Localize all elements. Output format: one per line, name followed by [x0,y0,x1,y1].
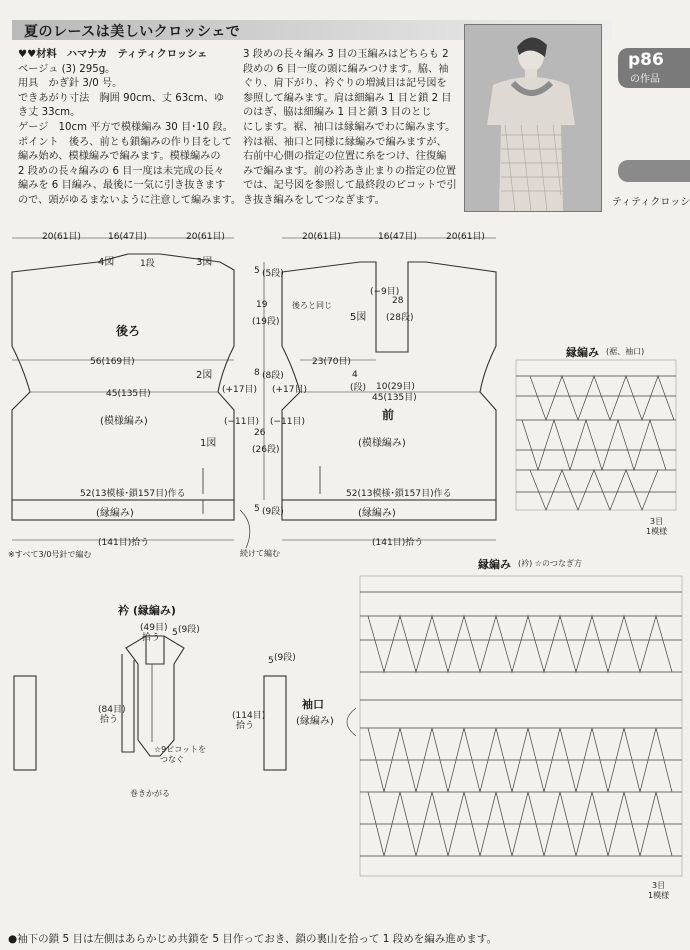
front-step-4: 4 [352,370,358,380]
edge-chart-collar [347,576,682,876]
tools-line: 用具 かぎ針 3/0 号。 [18,78,123,90]
collar-picot-note: ☆9ピコットを [154,745,207,754]
inc-right: (+17目) [272,385,308,395]
cuff-strip-right [264,676,286,770]
edge-chart-hem-repeat: 1模様 [646,527,668,536]
dec-right: (−11目) [270,417,306,427]
yarn-name: ティティクロッシ [612,197,690,208]
back-pickup: (141目)拾う [98,538,150,548]
point-line: ので、頭がゆるまないように注意して編みます。 [18,194,242,206]
front-width-23: 23(70目) [312,357,351,367]
front-piece-label: 前 [382,408,395,422]
size-line: き丈 33cm。 [18,107,81,119]
size-line: できあがり寸法 胸囲 90cm、丈 63cm、ゆ [18,92,225,104]
front-start-chain: 52(13模様･鎖157目)作る [346,489,452,499]
gauge-line: ゲージ 10cm 平方で模様編み 30 目･10 段。 [18,121,233,133]
dim-19-rows: (19段) [252,317,280,327]
edge-chart-hem-3: 3目 [650,517,664,526]
materials-line: ♥♥材料 ハマナカ ティティクロッシェ [18,49,208,60]
back-width-56: 56(169目) [90,357,135,367]
instruction-line: では、記号図を参照して最終段のピコットで引 [243,180,457,192]
back-fig3: 3図 [196,257,213,268]
cuff-pick-114-b: 拾う [236,721,255,731]
dim-5: 5 [254,266,260,276]
front-pickup: (141目)拾う [372,538,424,548]
collar-pick-49-b: 拾う [142,633,161,643]
front-width-10: 10(29目) [376,382,415,392]
dim-8-rows: (8段) [262,371,284,381]
page-title: 夏のレースは美しいクロッシェで [24,24,241,40]
page-number: p86 [628,50,664,70]
front-dim-center: 16(47目) [378,232,417,242]
back-dim-center: 16(47目) [108,232,147,242]
dim-26: 26 [254,428,266,438]
back-fig2: 2図 [196,370,213,381]
instruction-line: 参照して編みます。肩は細編み 1 目と鎖 2 目 [243,92,452,104]
cuff-pick-114: (114目) [232,711,266,721]
front-neck-minus: (−9目) [370,287,400,297]
collar-outline [126,636,184,756]
edge-chart-collar-repeat: 1模様 [648,891,670,900]
front-pattern: (模様編み) [358,438,406,449]
back-pattern: (模様編み) [100,416,148,427]
cuff-dim-5: 5 [268,656,274,666]
dec-left: (−11目) [224,417,260,427]
edge-chart-collar-title: 縁編み [478,558,511,571]
point-line: 2 段めの長々編みの 6 目一度は未完成の長々 [18,165,225,177]
collar-pick-84-b: 拾う [100,715,119,725]
instruction-line: 衿は裾、袖口と同様に縁編みで編みますが、 [243,136,447,148]
instruction-line: き抜き編みをしてつなぎます。 [243,194,385,206]
inc-left: (+17目) [222,385,258,395]
materials-line: ベージュ (3) 295g。 [18,63,116,75]
point-line: 編み始め、模様編みで編みます。模様編みの [18,151,221,163]
page-subtitle: の作品 [630,74,660,85]
continue-note: 続けて編む [240,549,280,558]
cuff-strip-left [14,676,36,770]
collar-dim-5: 5 [172,628,178,638]
back-width-45: 45(135目) [106,389,151,399]
dim-9-rows: (9段) [262,507,284,517]
collar-picot-note-2: つなぐ [160,755,184,764]
back-fig1: 1図 [200,438,217,449]
front-neck-28-rows: (28段) [386,313,414,323]
edge-chart-hem-title: 縁編み [566,346,599,359]
point-line: 編みを 6 目編み、最後に一気に引き抜きます [18,180,226,192]
instruction-line: にします。裾、袖口は縁編みでわに編みます。 [243,121,456,133]
edge-chart-hem-sub: (裾、袖口) [606,347,645,356]
instruction-line: ぐり、肩下がり、衿ぐりの増減目は記号図を [243,78,447,90]
dim-5-bottom: 5 [254,504,260,514]
back-shoulder-step: 1段 [140,259,155,269]
back-piece-label: 後ろ [116,324,141,338]
cuff-title: 袖口 [302,698,324,711]
instruction-line: のはぎ、脇は細編み 1 目と鎖 3 目のとじ [243,107,432,119]
dim-26-rows: (26段) [252,445,280,455]
front-dim-right: 20(61目) [446,232,485,242]
cuff-sub: (縁編み) [296,716,334,727]
instruction-line: みで編みます。前の衿あき止まりの指定の位置 [243,165,457,177]
collar-title: 衿 (縁編み) [118,604,176,617]
back-start-chain: 52(13模様･鎖157目)作る [80,489,186,499]
edge-chart-collar-3: 3目 [652,881,666,890]
front-width-45: 45(135目) [372,393,417,403]
collar-pick-84: (84目) [98,705,126,715]
instruction-line: 段めの 6 目一度の頭に編みつけます。脇、袖 [243,63,449,75]
front-border: (縁編み) [358,508,396,519]
front-dim-left: 20(61目) [302,232,341,242]
back-dim-right: 20(61目) [186,232,225,242]
edge-chart-collar-sub: (衿) ☆のつなぎ方 [518,559,582,568]
front-neck-28: 28 [392,296,404,306]
back-border: (縁編み) [96,508,134,519]
needle-note: ※すべて3/0号針で編む [8,550,92,559]
collar-roll-note: 巻きかがる [130,789,170,798]
instruction-line: 3 段めの長々編み 3 目の玉編みはどちらも 2 [243,49,449,60]
point-line: ポイント 後ろ、前とも鎖編みの作り目をして [18,136,232,148]
dim-5-rows: (5段) [262,269,284,279]
same-as-back: 後ろと同じ [292,301,332,310]
front-fig5: 5図 [350,312,367,323]
back-fig4: 4図 [98,257,115,268]
dim-19: 19 [256,300,268,310]
cuff-dim-rows: (9段) [274,653,296,663]
dim-8: 8 [254,368,260,378]
collar-dim-rows: (9段) [178,625,200,635]
collar-pick-49: (49目) [140,623,168,633]
back-dim-left: 20(61目) [42,232,81,242]
instruction-line: 右前中心側の指定の位置に糸をつけ、往復編 [243,151,447,163]
edge-chart-hem [516,360,676,510]
front-step-rows: (段) [350,383,367,393]
footnote: ●袖下の鎖 5 目は左側はあらかじめ共鎖を 5 目作っておき、鎖の裏山を拾って 1 段めを編み進めます。 [8,933,497,945]
